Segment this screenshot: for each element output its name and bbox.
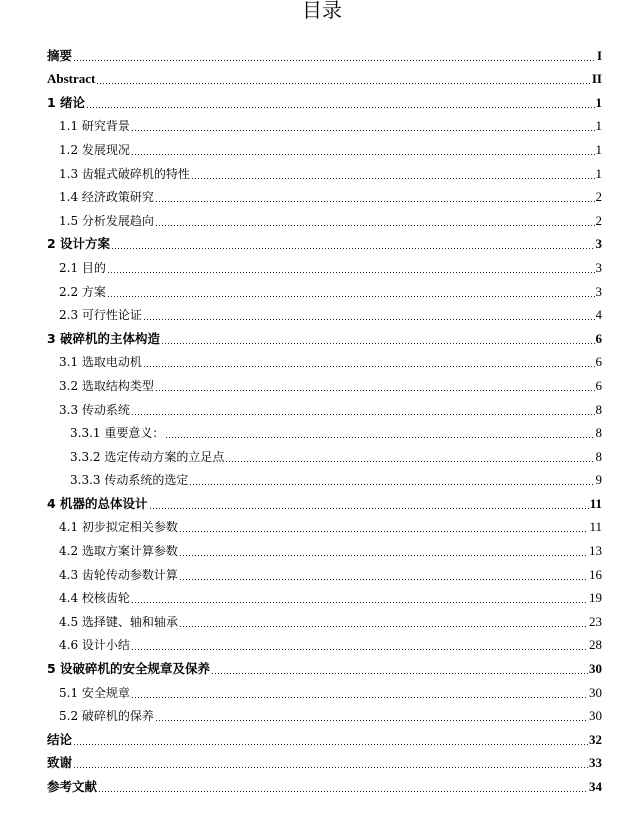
dot-leader <box>131 697 588 698</box>
toc-entry[interactable] <box>0 280 644 304</box>
toc-entry-page-number: 3 <box>595 259 602 275</box>
toc-entry-title: 4 机器的总体设计 <box>47 495 148 511</box>
toc-entry-page-number: 2 <box>595 189 602 205</box>
toc-entry[interactable] <box>0 539 644 563</box>
toc-entry[interactable] <box>0 587 644 611</box>
toc-entry-title: 3 破碎机的主体构造 <box>47 330 161 346</box>
dot-leader <box>143 319 595 320</box>
dot-leader <box>191 178 595 179</box>
toc-entry-page-number: 34 <box>589 779 602 794</box>
dot-leader <box>131 602 588 603</box>
toc-entry-page-number: 28 <box>589 637 602 653</box>
toc-entry-title: 2.2 方案 <box>59 284 106 299</box>
toc-entry-title: 3.2 选取结构类型 <box>59 378 154 393</box>
toc-entry-page-number: 6 <box>595 330 602 346</box>
dot-leader <box>179 579 588 580</box>
toc-entry-page-number: 33 <box>589 755 602 771</box>
toc-entry[interactable] <box>0 233 644 257</box>
toc-entry[interactable] <box>0 705 644 729</box>
toc-entry[interactable] <box>0 68 644 92</box>
toc-entry-page-number: 32 <box>589 731 602 747</box>
toc-entry[interactable] <box>0 256 644 280</box>
toc-entry-title: 4.1 初步拟定相关参数 <box>59 520 178 535</box>
dot-leader <box>179 531 589 532</box>
toc-entry[interactable] <box>0 445 644 469</box>
toc-entry-page-number: 9 <box>595 472 602 488</box>
toc-entry[interactable] <box>0 186 644 210</box>
toc-title: 目录 <box>302 0 342 22</box>
dot-leader <box>131 130 595 131</box>
toc-entry-page-number: 4 <box>595 307 602 323</box>
toc-entry[interactable] <box>0 44 644 68</box>
toc-entry[interactable] <box>0 516 644 540</box>
toc-entry-title: 1.2 发展现况 <box>59 142 130 157</box>
toc-entry-title: 4.2 选取方案计算参数 <box>59 544 178 559</box>
toc-entry-title: 3.3.2 选定传动方案的立足点 <box>70 449 225 464</box>
dot-leader <box>86 107 594 108</box>
toc-entry[interactable] <box>0 91 644 115</box>
toc-entry-title: 3.3.3 传动系统的选定 <box>70 473 189 488</box>
dot-leader <box>179 555 588 556</box>
toc-entry[interactable] <box>0 138 644 162</box>
toc-entry-page-number: 8 <box>595 401 602 417</box>
toc-entry-page-number: 1 <box>595 165 602 181</box>
toc-entry[interactable] <box>0 398 644 422</box>
toc-entry-page-number: 19 <box>589 590 602 606</box>
toc-entry-title: 5.1 安全规章 <box>59 685 130 700</box>
dot-leader <box>225 461 594 462</box>
toc-entry-page-number: 2 <box>595 212 602 228</box>
dot-leader <box>165 437 594 438</box>
toc-entry-page-number: 6 <box>595 354 602 370</box>
toc-entry-page-number: 13 <box>589 543 602 559</box>
toc-entry-title: 1 绪论 <box>47 94 86 110</box>
toc-entry-page-number: 6 <box>595 377 602 393</box>
dot-leader <box>96 83 590 84</box>
toc-entry-page-number: 11 <box>589 495 602 511</box>
dot-leader <box>143 366 595 367</box>
toc-entry-page-number: 30 <box>589 708 602 724</box>
toc-entry-title: 3.3.1 重要意义： <box>70 426 165 441</box>
toc-entry[interactable] <box>0 304 644 328</box>
toc-entry-title: 结论 <box>47 731 73 747</box>
toc-entry[interactable] <box>0 634 644 658</box>
toc-entry[interactable] <box>0 728 644 752</box>
dot-leader <box>107 296 595 297</box>
toc-entry-page-number: 16 <box>589 566 602 582</box>
toc-entry[interactable] <box>0 563 644 587</box>
toc-entry-title: 2.3 可行性论证 <box>59 308 142 323</box>
toc-entry-page-number: 3 <box>595 283 602 299</box>
toc-entry-title: 参考文献 <box>47 779 98 794</box>
toc-entry[interactable] <box>0 681 644 705</box>
dot-leader <box>189 484 594 485</box>
dot-leader <box>98 791 588 792</box>
toc-entry-title: 1.4 经济政策研究 <box>59 190 154 205</box>
dot-leader <box>155 390 595 391</box>
dot-leader <box>131 649 588 650</box>
dot-leader <box>111 248 594 249</box>
toc-entry-title: 1.3 齿辊式破碎机的特性 <box>59 166 190 181</box>
toc-entry-title: 4.6 设计小结 <box>59 638 130 653</box>
toc-entry-page-number: 1 <box>595 141 602 157</box>
toc-entry[interactable] <box>0 469 644 493</box>
dot-leader <box>211 673 588 674</box>
toc-entry-page-number: 30 <box>589 684 602 700</box>
toc-entry-page-number: I <box>596 47 602 63</box>
dot-leader <box>107 272 595 273</box>
dot-leader <box>179 626 588 627</box>
toc-entry-title: 2.1 目的 <box>59 260 106 275</box>
dot-leader <box>131 414 595 415</box>
toc-entry[interactable] <box>0 752 644 776</box>
dot-leader <box>73 744 588 745</box>
toc-entry-title: 摘要 <box>47 47 73 63</box>
dot-leader <box>155 225 595 226</box>
toc-entry[interactable] <box>0 657 644 681</box>
toc-entry-page-number: 8 <box>595 448 602 464</box>
dot-leader <box>155 720 588 721</box>
toc-entry-title: 5.2 破碎机的保养 <box>59 709 154 724</box>
toc-entry-page-number: 8 <box>595 425 602 441</box>
dot-leader <box>149 508 589 509</box>
toc-entry-title: 3.1 选取电动机 <box>59 355 142 370</box>
toc-entry-title: 2 设计方案 <box>47 236 111 252</box>
toc-entry-page-number: 23 <box>589 613 602 629</box>
toc-entry[interactable] <box>0 327 644 351</box>
toc-entry[interactable] <box>0 422 644 446</box>
toc-entry-title: 5 设破碎机的安全规章及保养 <box>47 661 211 677</box>
toc-entry[interactable] <box>0 374 644 398</box>
toc-entry-page-number: 1 <box>595 118 602 134</box>
toc-entry-title: 致谢 <box>47 755 73 771</box>
dot-leader <box>161 343 594 344</box>
toc-entry-title: 3.3 传动系统 <box>59 402 130 417</box>
dot-leader <box>131 154 595 155</box>
toc-entry[interactable] <box>0 610 644 634</box>
toc-entry[interactable] <box>0 351 644 375</box>
toc-entry-page-number: 3 <box>595 236 602 252</box>
toc-entry[interactable] <box>0 209 644 233</box>
table-of-contents <box>0 44 644 799</box>
toc-entry-page-number: 11 <box>589 519 602 535</box>
toc-entry[interactable] <box>0 775 644 799</box>
dot-leader <box>73 60 596 61</box>
toc-entry-title: 4.3 齿轮传动参数计算 <box>59 567 178 582</box>
toc-entry-page-number: II <box>591 71 602 87</box>
toc-entry-page-number: 1 <box>595 94 602 110</box>
toc-entry-title: 4.4 校核齿轮 <box>59 591 130 606</box>
dot-leader <box>73 767 588 768</box>
toc-entry[interactable] <box>0 162 644 186</box>
toc-entry-title: 1.1 研究背景 <box>59 119 130 134</box>
toc-entry-page-number: 30 <box>589 661 602 677</box>
toc-entry-title: 4.5 选择键、轴和轴承 <box>59 614 178 629</box>
toc-entry[interactable] <box>0 492 644 516</box>
toc-entry-title: 1.5 分析发展趋向 <box>59 213 154 228</box>
toc-entry-title: Abstract <box>47 71 96 87</box>
dot-leader <box>155 201 595 202</box>
toc-entry[interactable] <box>0 115 644 139</box>
